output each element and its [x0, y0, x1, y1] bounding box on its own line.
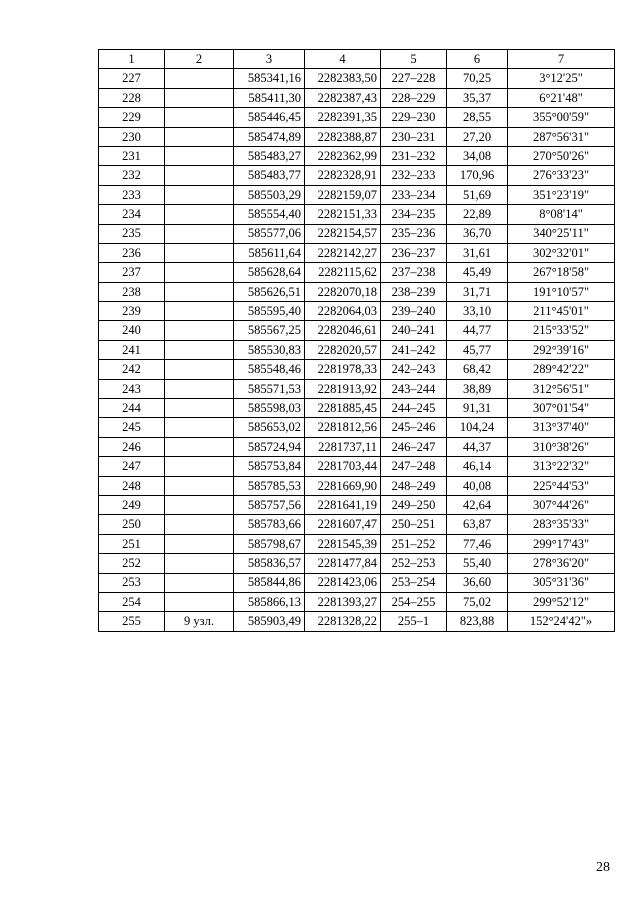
table-row: [99, 515, 615, 534]
segment-cell: 253–254: [381, 573, 447, 592]
coord-x-cell: 585753,84: [234, 457, 305, 476]
table-row: [99, 263, 615, 282]
table-row: [99, 573, 615, 592]
coord-y-cell: 2281607,47: [305, 515, 381, 534]
coord-x-cell: 585411,30: [234, 88, 305, 107]
direction-angle-cell: 278°36'20": [508, 554, 615, 573]
length-cell: 45,77: [447, 340, 508, 359]
length-cell: 55,40: [447, 554, 508, 573]
direction-angle-cell: 340°25'11": [508, 224, 615, 243]
coord-y-cell: 2282154,57: [305, 224, 381, 243]
length-cell: 22,89: [447, 205, 508, 224]
segment-cell: 233–234: [381, 185, 447, 204]
length-cell: 44,77: [447, 321, 508, 340]
segment-cell: 243–244: [381, 379, 447, 398]
coord-x-cell: 585577,06: [234, 224, 305, 243]
point-number-cell: 239: [99, 302, 165, 321]
coord-y-cell: 2281737,11: [305, 437, 381, 456]
column-header-5: 5: [381, 50, 447, 69]
node-label-cell: [165, 573, 234, 592]
direction-angle-cell: 355°00'59": [508, 108, 615, 127]
table-row: [99, 224, 615, 243]
column-header-1: 1: [99, 50, 165, 69]
direction-angle-cell: 302°32'01": [508, 243, 615, 262]
node-label-cell: [165, 185, 234, 204]
direction-angle-cell: 8°08'14": [508, 205, 615, 224]
coord-y-cell: 2282020,57: [305, 340, 381, 359]
coord-x-cell: 585844,86: [234, 573, 305, 592]
segment-cell: 248–249: [381, 476, 447, 495]
length-cell: 40,08: [447, 476, 508, 495]
point-number-cell: 231: [99, 146, 165, 165]
coord-y-cell: 2282115,62: [305, 263, 381, 282]
point-number-cell: 232: [99, 166, 165, 185]
direction-angle-cell: 6°21'48": [508, 88, 615, 107]
coord-x-cell: 585567,25: [234, 321, 305, 340]
length-cell: 77,46: [447, 534, 508, 553]
coord-x-cell: 585503,29: [234, 185, 305, 204]
node-label-cell: [165, 399, 234, 418]
table-row: [99, 146, 615, 165]
table-row: [99, 592, 615, 611]
table-row: [99, 166, 615, 185]
table-row: [99, 534, 615, 553]
coord-y-cell: 2282064,03: [305, 302, 381, 321]
node-label-cell: [165, 243, 234, 262]
point-number-cell: 249: [99, 495, 165, 514]
node-label-cell: [165, 360, 234, 379]
direction-angle-cell: 270°50'26": [508, 146, 615, 165]
segment-cell: 246–247: [381, 437, 447, 456]
point-number-cell: 240: [99, 321, 165, 340]
table-row: [99, 495, 615, 514]
length-cell: 38,89: [447, 379, 508, 398]
table-row: [99, 302, 615, 321]
node-label-cell: [165, 69, 234, 88]
node-label-cell: [165, 534, 234, 553]
coord-y-cell: 2281978,33: [305, 360, 381, 379]
column-header-6: 6: [447, 50, 508, 69]
length-cell: 170,96: [447, 166, 508, 185]
direction-angle-cell: 313°22'32": [508, 457, 615, 476]
direction-angle-cell: 292°39'16": [508, 340, 615, 359]
table-row: [99, 340, 615, 359]
coordinates-table: [98, 49, 615, 632]
length-cell: 823,88: [447, 612, 508, 631]
direction-angle-cell: 289°42'22": [508, 360, 615, 379]
direction-angle-cell: 215°33'52": [508, 321, 615, 340]
coord-y-cell: 2281641,19: [305, 495, 381, 514]
table-row: [99, 554, 615, 573]
coord-x-cell: 585785,53: [234, 476, 305, 495]
table-row: [99, 205, 615, 224]
node-label-cell: [165, 302, 234, 321]
length-cell: 34,08: [447, 146, 508, 165]
node-label-cell: [165, 146, 234, 165]
node-label-cell: [165, 88, 234, 107]
segment-cell: 236–237: [381, 243, 447, 262]
segment-cell: 241–242: [381, 340, 447, 359]
header-row: [99, 50, 615, 69]
coord-x-cell: 585598,03: [234, 399, 305, 418]
point-number-cell: 244: [99, 399, 165, 418]
coord-y-cell: 2282070,18: [305, 282, 381, 301]
direction-angle-cell: 305°31'36": [508, 573, 615, 592]
coord-x-cell: 585483,27: [234, 146, 305, 165]
node-label-cell: [165, 515, 234, 534]
node-label-cell: [165, 418, 234, 437]
point-number-cell: 251: [99, 534, 165, 553]
node-label-cell: [165, 340, 234, 359]
segment-cell: 234–235: [381, 205, 447, 224]
coord-x-cell: 585628,64: [234, 263, 305, 282]
direction-angle-cell: 3°12'25": [508, 69, 615, 88]
length-cell: 31,61: [447, 243, 508, 262]
coord-x-cell: 585530,83: [234, 340, 305, 359]
direction-angle-cell: 307°44'26": [508, 495, 615, 514]
column-header-3: 3: [234, 50, 305, 69]
segment-cell: 247–248: [381, 457, 447, 476]
length-cell: 28,55: [447, 108, 508, 127]
point-number-cell: 234: [99, 205, 165, 224]
coord-y-cell: 2281812,56: [305, 418, 381, 437]
table-row: [99, 88, 615, 107]
table-row: [99, 282, 615, 301]
segment-cell: 254–255: [381, 592, 447, 611]
coord-x-cell: 585866,13: [234, 592, 305, 611]
coord-y-cell: 2281328,22: [305, 612, 381, 631]
coord-y-cell: 2281913,92: [305, 379, 381, 398]
point-number-cell: 246: [99, 437, 165, 456]
column-header-7: 7: [508, 50, 615, 69]
coord-x-cell: 585595,40: [234, 302, 305, 321]
segment-cell: 244–245: [381, 399, 447, 418]
point-number-cell: 229: [99, 108, 165, 127]
table-row: [99, 69, 615, 88]
node-label-cell: [165, 127, 234, 146]
coord-y-cell: 2281885,45: [305, 399, 381, 418]
point-number-cell: 245: [99, 418, 165, 437]
segment-cell: 255–1: [381, 612, 447, 631]
segment-cell: 238–239: [381, 282, 447, 301]
length-cell: 27,20: [447, 127, 508, 146]
table-row: [99, 108, 615, 127]
node-label-cell: [165, 457, 234, 476]
direction-angle-cell: 267°18'58": [508, 263, 615, 282]
coord-y-cell: 2281393,27: [305, 592, 381, 611]
direction-angle-cell: 310°38'26": [508, 437, 615, 456]
coord-x-cell: 585474,89: [234, 127, 305, 146]
table-row: [99, 243, 615, 262]
segment-cell: 230–231: [381, 127, 447, 146]
segment-cell: 242–243: [381, 360, 447, 379]
coord-x-cell: 585653,02: [234, 418, 305, 437]
segment-cell: 228–229: [381, 88, 447, 107]
coord-y-cell: 2282142,27: [305, 243, 381, 262]
table-row: [99, 457, 615, 476]
point-number-cell: 243: [99, 379, 165, 398]
segment-cell: 232–233: [381, 166, 447, 185]
direction-angle-cell: 313°37'40": [508, 418, 615, 437]
coord-y-cell: 2282159,07: [305, 185, 381, 204]
point-number-cell: 250: [99, 515, 165, 534]
point-number-cell: 238: [99, 282, 165, 301]
point-number-cell: 242: [99, 360, 165, 379]
table-row: [99, 127, 615, 146]
point-number-cell: 255: [99, 612, 165, 631]
coord-y-cell: 2281703,44: [305, 457, 381, 476]
point-number-cell: 237: [99, 263, 165, 282]
coord-x-cell: 585903,49: [234, 612, 305, 631]
coord-x-cell: 585483,77: [234, 166, 305, 185]
coord-y-cell: 2282388,87: [305, 127, 381, 146]
table-row: [99, 612, 615, 631]
node-label-cell: [165, 437, 234, 456]
node-label-cell: [165, 592, 234, 611]
coord-y-cell: 2282046,61: [305, 321, 381, 340]
coord-y-cell: 2281477,84: [305, 554, 381, 573]
direction-angle-cell: 211°45'01": [508, 302, 615, 321]
coord-x-cell: 585554,40: [234, 205, 305, 224]
direction-angle-cell: 276°33'23": [508, 166, 615, 185]
coord-y-cell: 2282383,50: [305, 69, 381, 88]
length-cell: 91,31: [447, 399, 508, 418]
coord-x-cell: 585626,51: [234, 282, 305, 301]
segment-cell: 249–250: [381, 495, 447, 514]
table-row: [99, 321, 615, 340]
length-cell: 31,71: [447, 282, 508, 301]
direction-angle-cell: 287°56'31": [508, 127, 615, 146]
node-label-cell: [165, 321, 234, 340]
coord-y-cell: 2282151,33: [305, 205, 381, 224]
point-number-cell: 233: [99, 185, 165, 204]
direction-angle-cell: 307°01'54": [508, 399, 615, 418]
length-cell: 36,70: [447, 224, 508, 243]
point-number-cell: 247: [99, 457, 165, 476]
length-cell: 51,69: [447, 185, 508, 204]
coord-x-cell: 585783,66: [234, 515, 305, 534]
coord-x-cell: 585836,57: [234, 554, 305, 573]
coord-y-cell: 2282362,99: [305, 146, 381, 165]
segment-cell: 240–241: [381, 321, 447, 340]
column-header-2: 2: [165, 50, 234, 69]
coord-y-cell: 2282391,35: [305, 108, 381, 127]
coord-x-cell: 585757,56: [234, 495, 305, 514]
table-row: [99, 379, 615, 398]
length-cell: 42,64: [447, 495, 508, 514]
length-cell: 63,87: [447, 515, 508, 534]
table-row: [99, 476, 615, 495]
coord-x-cell: 585611,64: [234, 243, 305, 262]
node-label-cell: [165, 379, 234, 398]
point-number-cell: 235: [99, 224, 165, 243]
node-label-cell: [165, 108, 234, 127]
segment-cell: 250–251: [381, 515, 447, 534]
length-cell: 35,37: [447, 88, 508, 107]
coord-y-cell: 2281423,06: [305, 573, 381, 592]
direction-angle-cell: 225°44'53": [508, 476, 615, 495]
direction-angle-cell: 283°35'33": [508, 515, 615, 534]
table-row: [99, 418, 615, 437]
table-row: [99, 437, 615, 456]
coord-y-cell: 2281545,39: [305, 534, 381, 553]
coord-x-cell: 585548,46: [234, 360, 305, 379]
node-label-cell: [165, 282, 234, 301]
point-number-cell: 252: [99, 554, 165, 573]
coord-x-cell: 585341,16: [234, 69, 305, 88]
segment-cell: 251–252: [381, 534, 447, 553]
point-number-cell: 253: [99, 573, 165, 592]
length-cell: 68,42: [447, 360, 508, 379]
node-label-cell: [165, 495, 234, 514]
point-number-cell: 228: [99, 88, 165, 107]
point-number-cell: 248: [99, 476, 165, 495]
node-label-cell: [165, 166, 234, 185]
length-cell: 104,24: [447, 418, 508, 437]
node-label-cell: [165, 224, 234, 243]
direction-angle-cell: 351°23'19": [508, 185, 615, 204]
table-row: [99, 360, 615, 379]
segment-cell: 227–228: [381, 69, 447, 88]
direction-angle-cell: 152°24'42"»: [508, 612, 615, 631]
table-header: [99, 50, 615, 69]
segment-cell: 229–230: [381, 108, 447, 127]
point-number-cell: 227: [99, 69, 165, 88]
coord-y-cell: 2281669,90: [305, 476, 381, 495]
length-cell: 75,02: [447, 592, 508, 611]
node-label-cell: [165, 554, 234, 573]
length-cell: 36,60: [447, 573, 508, 592]
direction-angle-cell: 191°10'57": [508, 282, 615, 301]
segment-cell: 235–236: [381, 224, 447, 243]
direction-angle-cell: 299°17'43": [508, 534, 615, 553]
point-number-cell: 230: [99, 127, 165, 146]
point-number-cell: 241: [99, 340, 165, 359]
segment-cell: 237–238: [381, 263, 447, 282]
segment-cell: 239–240: [381, 302, 447, 321]
coord-y-cell: 2282387,43: [305, 88, 381, 107]
coord-x-cell: 585798,67: [234, 534, 305, 553]
node-label-cell: 9 узл.: [165, 612, 234, 631]
coord-y-cell: 2282328,91: [305, 166, 381, 185]
segment-cell: 252–253: [381, 554, 447, 573]
direction-angle-cell: 299°52'12": [508, 592, 615, 611]
node-label-cell: [165, 205, 234, 224]
coord-x-cell: 585446,45: [234, 108, 305, 127]
length-cell: 33,10: [447, 302, 508, 321]
length-cell: 45,49: [447, 263, 508, 282]
length-cell: 70,25: [447, 69, 508, 88]
column-header-4: 4: [305, 50, 381, 69]
segment-cell: 231–232: [381, 146, 447, 165]
segment-cell: 245–246: [381, 418, 447, 437]
table-row: [99, 185, 615, 204]
coord-x-cell: 585724,94: [234, 437, 305, 456]
direction-angle-cell: 312°56'51": [508, 379, 615, 398]
point-number-cell: 236: [99, 243, 165, 262]
page-number: 28: [596, 860, 610, 875]
table-body: [99, 69, 615, 631]
node-label-cell: [165, 476, 234, 495]
point-number-cell: 254: [99, 592, 165, 611]
node-label-cell: [165, 263, 234, 282]
length-cell: 44,37: [447, 437, 508, 456]
table-row: [99, 399, 615, 418]
length-cell: 46,14: [447, 457, 508, 476]
coord-x-cell: 585571,53: [234, 379, 305, 398]
